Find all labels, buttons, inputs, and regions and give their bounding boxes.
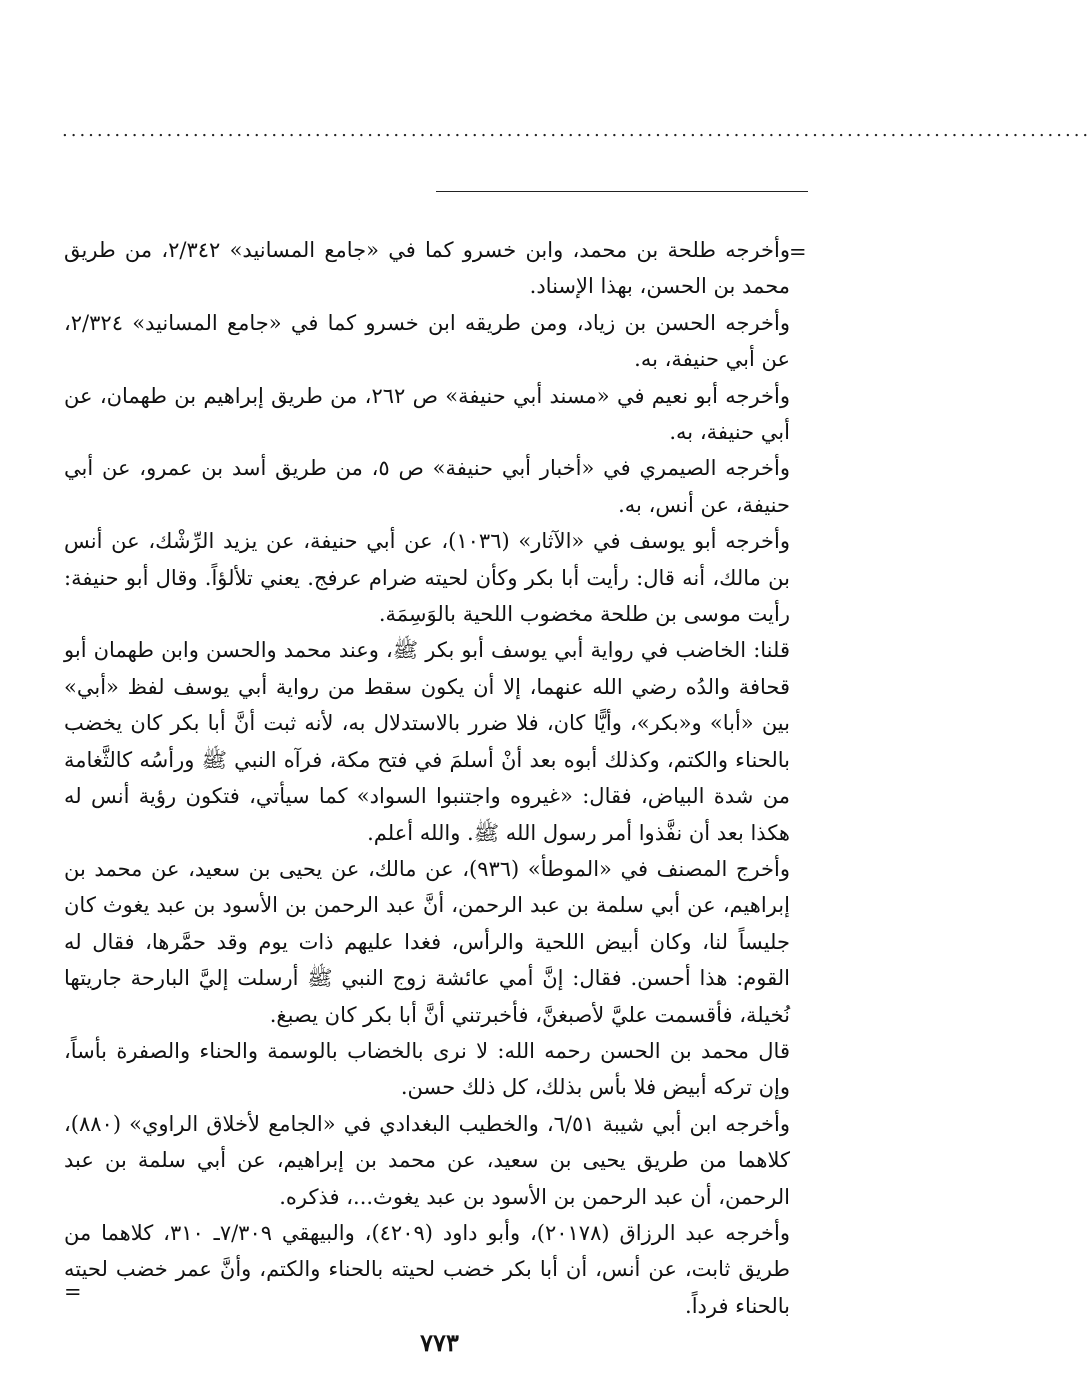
paragraph-abd-razzaq: وأخرجه عبد الرزاق (٢٠١٧٨)، وأبو داود (٤٢٠٩)، والبيهقي ٧/٣٠٩ـ ٣١٠، كلاهما من طريق ثابت، عن أنس، أن أبا بكر خضب لحيته بالحناء والكتم، وأنَّ عمر خضب لحيته بالحناء فرداً. [64, 1220, 790, 1318]
paragraph-abu-yusuf: وأخرجه أبو يوسف في «الآثار» (١٠٣٦)، عن أبي حنيفة، عن يزيد الرِّشْك، عن أنس بن مالك، أنه قال: رأيت أبا بكر وكأن لحيته ضرام عرفج. يعني تلألؤاً. وقال أبو حنيفة: رأيت موسى بن طلحة مخضوب اللحية بالوَسِمَة. [64, 529, 791, 627]
paragraph-muhammad-hasan: قال محمد بن الحسن رحمه الله: لا نرى بالخضاب بالوسمة والحناء والصفرة بأساً، وإن تركه أبيض فلا بأس بذلك، كل ذلك حسن. [64, 1038, 790, 1100]
page-number: ٧٧٣ [420, 1328, 459, 1357]
paragraph-ibn-abi-shayba: وأخرجه ابن أبي شيبة ٦/٥١، والخطيب البغدادي في «الجامع لأخلاق الراوي» (٨٨٠)، كلاهما من طريق يحيى بن سعيد، عن محمد بن إبراهيم، عن أبي سلمة بن عبد الرحمن، أن عبد الرحمن بن الأسود بن عبد يغوث...، فذكره. [64, 1111, 790, 1209]
continuation-mark-start: = [789, 240, 807, 264]
paragraph-saymari: وأخرجه الصيمري في «أخبار أبي حنيفة» ص ٥، من طريق أسد بن عمرو، عن أبي حنيفة، عن أنس، به. [64, 456, 790, 517]
paragraph-muwatta: وأخرج المصنف في «الموطأ» (٩٣٦)، عن مالك، عن يحيى بن سعيد، عن محمد بن إبراهيم، عن أبي سلمة بن عبد الرحمن، أنَّ عبد الرحمن بن الأسود بن عبد يغوث كان جليساً لنا، وكان أبيض اللحية والرأس، فغدا عليهم ذات يوم وقد حمَّرها، فقال له القوم: هذا أحسن. فقال: إنَّ أمي عائشة زوج النبي ﷺ أرسلت إليَّ البارحة جاريتها نُخيلة، فأقسمت عليَّ لأصبغنَّ، فأخبرتني أنَّ أبا بكر كان يصبغ. [64, 856, 790, 1027]
paragraph-talha: وأخرجه طلحة بن محمد، وابن خسرو كما في «جامع المسانيد» ٢/٣٤٢، من طريق محمد بن الحسن، بهذا الإسناد. [64, 238, 790, 299]
paragraph-abu-nuaym: وأخرجه أبو نعيم في «مسند أبي حنيفة» ص ٢٦٢، من طريق إبراهيم بن طهمان، عن أبي حنيفة، به. [64, 383, 790, 445]
dotted-separator: ...................................................................................................................... [62, 120, 1091, 141]
footnote-rule [436, 191, 808, 192]
paragraph-qulna: قلنا: الخاضب في رواية أبي يوسف أبو بكر ﷺ، وعند محمد والحسن وابن طهمان أبو قحافة والدُه رضي الله عنهما، إلا أن يكون سقط من رواية أبي يوسف لفظ «أبي» بين «أبا» و«بكر»، وأيًّا كان، فلا ضرر بالاستدلال به، لأنه ثبت أنَّ أبا بكر كان يخضب بالحناء والكتم، وكذلك أبوه بعد أنْ أسلمَ في فتح مكة، فرآه النبي ﷺ ورأسُه كالثَّغامة من شدة البياض، فقال: «غيروه واجتنبوا السواد» كما سيأتي، فتكون رؤية أنس له هكذا بعد أن نفَّذوا أمر رسول الله ﷺ. والله أعلم. [64, 638, 790, 845]
paragraph-hasan-ziyad: وأخرجه الحسن بن زياد، ومن طريقه ابن خسرو كما في «جامع المسانيد» ٢/٣٢٤، عن أبي حنيفة، به. [64, 310, 790, 372]
continuation-mark-end: = [64, 1280, 82, 1304]
footnote-body [64, 232, 790, 1324]
